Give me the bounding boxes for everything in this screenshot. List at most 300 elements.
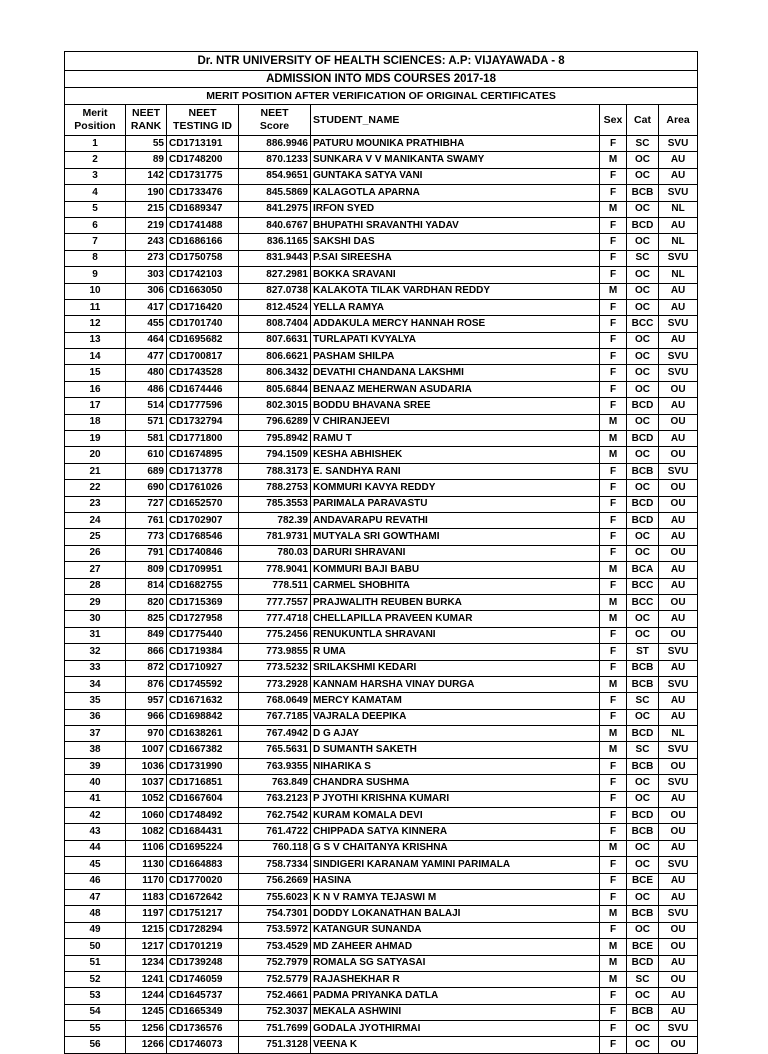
sex-cell: F	[600, 644, 627, 660]
neet-rank-cell: 1266	[126, 1037, 167, 1053]
neet-rank-cell: 1256	[126, 1021, 167, 1037]
neet-rank-cell: 1234	[126, 955, 167, 971]
merit-position-cell: 15	[65, 365, 126, 381]
sex-cell: M	[600, 201, 627, 217]
student-name-cell: KATANGUR SUNANDA	[311, 922, 600, 938]
area-cell: NL	[659, 201, 698, 217]
category-cell: BCD	[627, 955, 659, 971]
student-name-cell: RAMU T	[311, 431, 600, 447]
category-cell: OC	[627, 529, 659, 545]
neet-score-cell: 765.5631	[239, 742, 311, 758]
testing-id-cell: CD1751217	[167, 906, 239, 922]
area-cell: AU	[659, 660, 698, 676]
category-cell: OC	[627, 791, 659, 807]
sex-cell: F	[600, 824, 627, 840]
neet-score-cell: 788.3173	[239, 463, 311, 479]
neet-score-cell: 777.4718	[239, 611, 311, 627]
neet-rank-cell: 455	[126, 316, 167, 332]
testing-id-header: NEET TESTING ID	[167, 105, 239, 136]
student-name-cell: KURAM KOMALA DEVI	[311, 808, 600, 824]
neet-rank-cell: 303	[126, 267, 167, 283]
sex-cell: F	[600, 496, 627, 512]
neet-rank-cell: 1217	[126, 939, 167, 955]
table-row	[65, 185, 698, 201]
testing-id-cell: CD1716851	[167, 775, 239, 791]
neet-rank-cell: 727	[126, 496, 167, 512]
sex-cell: F	[600, 365, 627, 381]
category-cell: BCB	[627, 660, 659, 676]
category-cell: OC	[627, 332, 659, 348]
neet-score-cell: 778.9041	[239, 562, 311, 578]
category-cell: SC	[627, 136, 659, 152]
merit-position-cell: 50	[65, 939, 126, 955]
testing-id-cell: CD1652570	[167, 496, 239, 512]
merit-position-cell: 20	[65, 447, 126, 463]
area-cell: AU	[659, 152, 698, 168]
testing-id-cell: CD1700817	[167, 349, 239, 365]
sex-cell: M	[600, 939, 627, 955]
neet-rank-header: NEET RANK	[126, 105, 167, 136]
merit-position-cell: 13	[65, 332, 126, 348]
category-cell: OC	[627, 447, 659, 463]
neet-score-cell: 782.39	[239, 512, 311, 528]
neet-score-cell: 807.6631	[239, 332, 311, 348]
testing-id-cell: CD1663050	[167, 283, 239, 299]
student-name-cell: MD ZAHEER AHMAD	[311, 939, 600, 955]
neet-score-cell: 752.4661	[239, 988, 311, 1004]
neet-rank-cell: 571	[126, 414, 167, 430]
column-header-row	[65, 105, 698, 136]
neet-score-cell: 752.7979	[239, 955, 311, 971]
merit-position-cell: 46	[65, 873, 126, 889]
sex-cell: F	[600, 480, 627, 496]
area-cell: OU	[659, 1037, 698, 1053]
sex-cell: M	[600, 840, 627, 856]
merit-position-cell: 32	[65, 644, 126, 660]
sex-cell: M	[600, 447, 627, 463]
table-row	[65, 562, 698, 578]
student-name-cell: MEKALA ASHWINI	[311, 1004, 600, 1020]
testing-id-cell: CD1638261	[167, 726, 239, 742]
neet-rank-cell: 480	[126, 365, 167, 381]
neet-rank-cell: 791	[126, 545, 167, 561]
testing-id-cell: CD1746059	[167, 971, 239, 987]
neet-score-cell: 761.4722	[239, 824, 311, 840]
sex-cell: F	[600, 332, 627, 348]
student-name-cell: PASHAM SHILPA	[311, 349, 600, 365]
student-name-cell: VEENA K	[311, 1037, 600, 1053]
area-cell: AU	[659, 168, 698, 184]
table-row	[65, 447, 698, 463]
merit-position-cell: 8	[65, 250, 126, 266]
table-row	[65, 529, 698, 545]
testing-id-cell: CD1667604	[167, 791, 239, 807]
sex-cell: F	[600, 234, 627, 250]
neet-rank-cell: 610	[126, 447, 167, 463]
category-cell: OC	[627, 299, 659, 315]
student-name-cell: KALAKOTA TILAK VARDHAN REDDY	[311, 283, 600, 299]
student-name-cell: KOMMURI BAJI BABU	[311, 562, 600, 578]
sex-cell: M	[600, 594, 627, 610]
testing-id-cell: CD1674446	[167, 381, 239, 397]
student-name-cell: TURLAPATI KVYALYA	[311, 332, 600, 348]
testing-id-cell: CD1716420	[167, 299, 239, 315]
category-cell: OC	[627, 889, 659, 905]
category-cell: OC	[627, 414, 659, 430]
student-name-cell: DODDY LOKANATHAN BALAJI	[311, 906, 600, 922]
testing-id-cell: CD1750758	[167, 250, 239, 266]
category-cell: OC	[627, 283, 659, 299]
merit-position-cell: 26	[65, 545, 126, 561]
merit-position-cell: 25	[65, 529, 126, 545]
category-cell: OC	[627, 545, 659, 561]
area-cell: AU	[659, 217, 698, 233]
testing-id-cell: CD1719384	[167, 644, 239, 660]
merit-position-cell: 33	[65, 660, 126, 676]
area-cell: OU	[659, 971, 698, 987]
neet-score-cell: 775.2456	[239, 627, 311, 643]
sex-cell: F	[600, 349, 627, 365]
neet-score-cell: 840.6767	[239, 217, 311, 233]
neet-score-cell: 763.2123	[239, 791, 311, 807]
testing-id-cell: CD1777596	[167, 398, 239, 414]
student-name-cell: G S V CHAITANYA KRISHNA	[311, 840, 600, 856]
neet-score-cell: 751.3128	[239, 1037, 311, 1053]
student-name-cell: PRAJWALITH REUBEN BURKA	[311, 594, 600, 610]
merit-position-cell: 14	[65, 349, 126, 365]
table-row	[65, 1037, 698, 1053]
category-cell: OC	[627, 840, 659, 856]
merit-position-cell: 34	[65, 676, 126, 692]
category-cell: OC	[627, 627, 659, 643]
student-name-cell: VAJRALA DEEPIKA	[311, 709, 600, 725]
sex-cell: F	[600, 660, 627, 676]
sex-cell: F	[600, 578, 627, 594]
merit-position-cell: 6	[65, 217, 126, 233]
testing-id-cell: CD1686166	[167, 234, 239, 250]
category-cell: BCB	[627, 185, 659, 201]
category-cell: ST	[627, 644, 659, 660]
student-name-header: STUDENT_NAME	[311, 105, 600, 136]
merit-title-row	[65, 88, 698, 105]
neet-score-cell: 795.8942	[239, 431, 311, 447]
testing-id-cell: CD1746073	[167, 1037, 239, 1053]
category-cell: OC	[627, 988, 659, 1004]
sex-cell: M	[600, 742, 627, 758]
testing-id-cell: CD1748492	[167, 808, 239, 824]
category-cell: BCB	[627, 1004, 659, 1020]
testing-id-cell: CD1701740	[167, 316, 239, 332]
testing-id-cell: CD1695682	[167, 332, 239, 348]
neet-rank-cell: 820	[126, 594, 167, 610]
neet-score-cell: 794.1509	[239, 447, 311, 463]
neet-score-cell: 778.511	[239, 578, 311, 594]
neet-rank-cell: 306	[126, 283, 167, 299]
merit-position-cell: 29	[65, 594, 126, 610]
sex-cell: F	[600, 250, 627, 266]
sex-cell: M	[600, 611, 627, 627]
area-cell: AU	[659, 611, 698, 627]
category-cell: OC	[627, 381, 659, 397]
sex-cell: F	[600, 529, 627, 545]
neet-score-header: NEET Score	[239, 105, 311, 136]
title-row	[65, 52, 698, 71]
table-row	[65, 136, 698, 152]
sex-header: Sex	[600, 105, 627, 136]
merit-position-cell: 44	[65, 840, 126, 856]
neet-score-cell: 845.5869	[239, 185, 311, 201]
student-name-cell: DARURI SHRAVANI	[311, 545, 600, 561]
sex-cell: F	[600, 693, 627, 709]
category-cell: OC	[627, 857, 659, 873]
category-cell: BCC	[627, 316, 659, 332]
sex-cell: F	[600, 463, 627, 479]
merit-position-cell: 7	[65, 234, 126, 250]
area-cell: AU	[659, 1004, 698, 1020]
sex-cell: F	[600, 267, 627, 283]
testing-id-cell: CD1671632	[167, 693, 239, 709]
area-cell: SVU	[659, 185, 698, 201]
student-name-cell: ADDAKULA MERCY HANNAH ROSE	[311, 316, 600, 332]
area-cell: SVU	[659, 644, 698, 660]
sex-cell: F	[600, 545, 627, 561]
category-cell: OC	[627, 267, 659, 283]
neet-rank-cell: 1060	[126, 808, 167, 824]
sex-cell: F	[600, 758, 627, 774]
area-cell: OU	[659, 808, 698, 824]
table-row	[65, 283, 698, 299]
merit-position-cell: 49	[65, 922, 126, 938]
neet-rank-cell: 273	[126, 250, 167, 266]
neet-rank-cell: 142	[126, 168, 167, 184]
area-cell: AU	[659, 562, 698, 578]
neet-score-cell: 773.5232	[239, 660, 311, 676]
testing-id-cell: CD1736576	[167, 1021, 239, 1037]
table-row	[65, 758, 698, 774]
area-cell: SVU	[659, 742, 698, 758]
student-name-cell: BOKKA SRAVANI	[311, 267, 600, 283]
table-row	[65, 922, 698, 938]
category-cell: BCC	[627, 578, 659, 594]
student-name-cell: GUNTAKA SATYA VANI	[311, 168, 600, 184]
neet-score-cell: 751.7699	[239, 1021, 311, 1037]
merit-position-cell: 24	[65, 512, 126, 528]
neet-rank-cell: 1241	[126, 971, 167, 987]
testing-id-cell: CD1667382	[167, 742, 239, 758]
merit-position-cell: 53	[65, 988, 126, 1004]
area-cell: SVU	[659, 906, 698, 922]
table-row	[65, 594, 698, 610]
sex-cell: F	[600, 299, 627, 315]
table-row	[65, 316, 698, 332]
sex-cell: F	[600, 791, 627, 807]
testing-id-cell: CD1702907	[167, 512, 239, 528]
student-name-cell: PATURU MOUNIKA PRATHIBHA	[311, 136, 600, 152]
student-name-cell: SUNKARA V V MANIKANTA SWAMY	[311, 152, 600, 168]
table-row	[65, 693, 698, 709]
testing-id-cell: CD1748200	[167, 152, 239, 168]
category-cell: BCD	[627, 217, 659, 233]
testing-id-cell: CD1684431	[167, 824, 239, 840]
merit-position-cell: 11	[65, 299, 126, 315]
area-cell: OU	[659, 480, 698, 496]
merit-position-cell: 12	[65, 316, 126, 332]
merit-position-cell: 40	[65, 775, 126, 791]
neet-score-cell: 763.849	[239, 775, 311, 791]
merit-position-cell: 19	[65, 431, 126, 447]
table-row	[65, 742, 698, 758]
university-title: Dr. NTR UNIVERSITY OF HEALTH SCIENCES: A.P: VIJAYAWADA - 8	[65, 52, 698, 71]
testing-id-cell: CD1770020	[167, 873, 239, 889]
student-name-cell: RAJASHEKHAR R	[311, 971, 600, 987]
table-row	[65, 332, 698, 348]
student-name-cell: P JYOTHI KRISHNA KUMARI	[311, 791, 600, 807]
neet-rank-cell: 1215	[126, 922, 167, 938]
testing-id-cell: CD1701219	[167, 939, 239, 955]
student-name-cell: BHUPATHI SRAVANTHI YADAV	[311, 217, 600, 233]
category-cell: OC	[627, 1037, 659, 1053]
area-cell: OU	[659, 447, 698, 463]
sex-cell: F	[600, 775, 627, 791]
sex-cell: F	[600, 381, 627, 397]
testing-id-cell: CD1695224	[167, 840, 239, 856]
table-row	[65, 250, 698, 266]
neet-score-cell: 796.6289	[239, 414, 311, 430]
testing-id-cell: CD1731775	[167, 168, 239, 184]
category-header: Cat	[627, 105, 659, 136]
sex-cell: M	[600, 955, 627, 971]
neet-rank-cell: 219	[126, 217, 167, 233]
neet-rank-cell: 690	[126, 480, 167, 496]
merit-position-cell: 17	[65, 398, 126, 414]
category-cell: OC	[627, 234, 659, 250]
neet-rank-cell: 872	[126, 660, 167, 676]
merit-position-cell: 1	[65, 136, 126, 152]
student-name-cell: GODALA JYOTHIRMAI	[311, 1021, 600, 1037]
neet-rank-cell: 1036	[126, 758, 167, 774]
merit-position-cell: 51	[65, 955, 126, 971]
area-cell: SVU	[659, 136, 698, 152]
area-cell: OU	[659, 381, 698, 397]
merit-position-cell: 47	[65, 889, 126, 905]
merit-position-cell: 4	[65, 185, 126, 201]
area-cell: OU	[659, 758, 698, 774]
neet-score-cell: 767.4942	[239, 726, 311, 742]
student-name-cell: SRILAKSHMI KEDARI	[311, 660, 600, 676]
table-row	[65, 971, 698, 987]
student-name-cell: CHIPPADA SATYA KINNERA	[311, 824, 600, 840]
area-cell: SVU	[659, 349, 698, 365]
neet-score-cell: 788.2753	[239, 480, 311, 496]
neet-score-cell: 854.9651	[239, 168, 311, 184]
table-row	[65, 873, 698, 889]
category-cell: OC	[627, 480, 659, 496]
neet-score-cell: 802.3015	[239, 398, 311, 414]
testing-id-cell: CD1674895	[167, 447, 239, 463]
student-name-cell: ROMALA SG SATYASAI	[311, 955, 600, 971]
neet-score-cell: 755.6023	[239, 889, 311, 905]
neet-rank-cell: 689	[126, 463, 167, 479]
merit-position-cell: 27	[65, 562, 126, 578]
table-row	[65, 808, 698, 824]
table-row	[65, 168, 698, 184]
merit-position-cell: 28	[65, 578, 126, 594]
neet-rank-cell: 814	[126, 578, 167, 594]
student-name-cell: BODDU BHAVANA SREE	[311, 398, 600, 414]
merit-position-cell: 37	[65, 726, 126, 742]
sex-cell: M	[600, 676, 627, 692]
neet-rank-cell: 1130	[126, 857, 167, 873]
testing-id-cell: CD1745592	[167, 676, 239, 692]
sex-cell: F	[600, 1021, 627, 1037]
testing-id-cell: CD1645737	[167, 988, 239, 1004]
table-row	[65, 512, 698, 528]
neet-score-cell: 753.4529	[239, 939, 311, 955]
student-name-cell: ANDAVARAPU REVATHI	[311, 512, 600, 528]
merit-position-cell: 36	[65, 709, 126, 725]
testing-id-cell: CD1689347	[167, 201, 239, 217]
merit-position-header: Merit Position	[65, 105, 126, 136]
area-cell: AU	[659, 955, 698, 971]
merit-position-cell: 3	[65, 168, 126, 184]
table-row	[65, 480, 698, 496]
area-cell: OU	[659, 496, 698, 512]
neet-score-cell: 762.7542	[239, 808, 311, 824]
table-row	[65, 545, 698, 561]
category-cell: BCB	[627, 676, 659, 692]
table-row	[65, 824, 698, 840]
area-cell: NL	[659, 267, 698, 283]
neet-score-cell: 780.03	[239, 545, 311, 561]
testing-id-cell: CD1771800	[167, 431, 239, 447]
merit-list-body	[65, 136, 698, 1054]
sex-cell: F	[600, 1004, 627, 1020]
testing-id-cell: CD1713778	[167, 463, 239, 479]
area-cell: AU	[659, 840, 698, 856]
sex-cell: F	[600, 808, 627, 824]
sex-cell: F	[600, 512, 627, 528]
neet-rank-cell: 966	[126, 709, 167, 725]
testing-id-cell: CD1761026	[167, 480, 239, 496]
neet-rank-cell: 215	[126, 201, 167, 217]
testing-id-cell: CD1775440	[167, 627, 239, 643]
neet-score-cell: 752.3037	[239, 1004, 311, 1020]
neet-rank-cell: 773	[126, 529, 167, 545]
testing-id-cell: CD1732794	[167, 414, 239, 430]
neet-score-cell: 773.2928	[239, 676, 311, 692]
merit-position-cell: 18	[65, 414, 126, 430]
student-name-cell: SAKSHI DAS	[311, 234, 600, 250]
sex-cell: F	[600, 398, 627, 414]
table-row	[65, 627, 698, 643]
table-row	[65, 988, 698, 1004]
student-name-cell: E. SANDHYA RANI	[311, 463, 600, 479]
area-cell: AU	[659, 398, 698, 414]
merit-list-sheet	[64, 51, 697, 1054]
category-cell: BCD	[627, 398, 659, 414]
table-row	[65, 365, 698, 381]
neet-score-cell: 756.2669	[239, 873, 311, 889]
sex-cell: M	[600, 414, 627, 430]
table-row	[65, 775, 698, 791]
area-cell: SVU	[659, 1021, 698, 1037]
testing-id-cell: CD1739248	[167, 955, 239, 971]
testing-id-cell: CD1710927	[167, 660, 239, 676]
neet-rank-cell: 1082	[126, 824, 167, 840]
area-cell: SVU	[659, 775, 698, 791]
table-row	[65, 201, 698, 217]
testing-id-cell: CD1743528	[167, 365, 239, 381]
